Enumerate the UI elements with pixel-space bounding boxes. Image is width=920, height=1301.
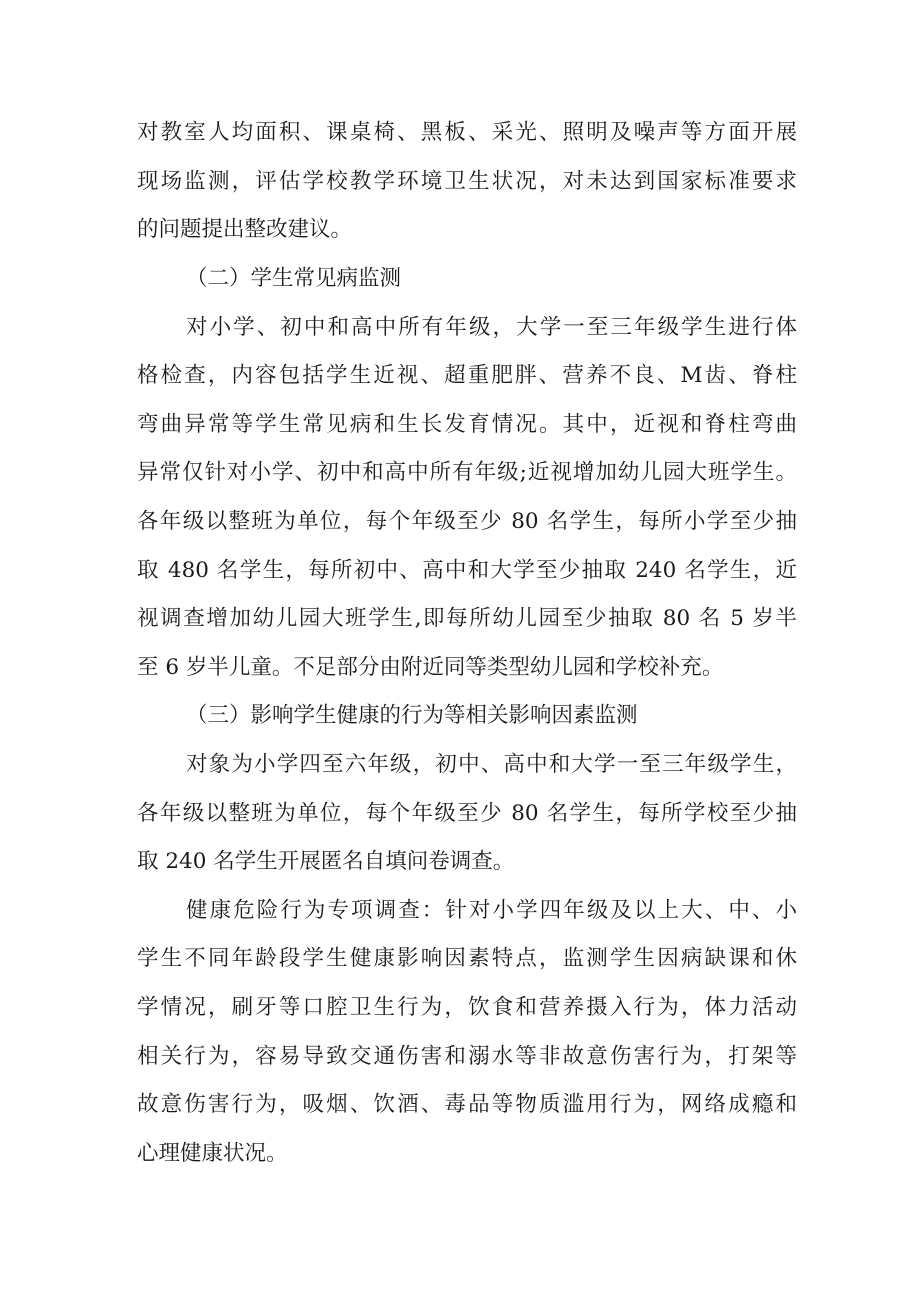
text-line-18: 学生不同年龄段学生健康影响因素特点，监测学生因病缺课和休 xyxy=(137,946,797,971)
text-line-5: 对小学、初中和高中所有年级，大学一至三年级学生进行体 xyxy=(186,315,797,340)
section-heading-2: （二）学生常见病监测 xyxy=(186,266,402,291)
text-line-2: 现场监测，评估学校教学环境卫生状况，对未达到国家标准要求 xyxy=(137,169,797,194)
text-line-7: 弯曲异常等学生常见病和生长发育情况。其中，近视和脊柱弯曲 xyxy=(137,412,797,437)
text-line-8: 异常仅针对小学、初中和高中所有年级;近视增加幼儿园大班学生。 xyxy=(137,460,797,485)
text-line-16: 取 240 名学生开展匿名自填问卷调查。 xyxy=(137,849,515,874)
text-line-22: 心理健康状况。 xyxy=(137,1141,288,1166)
text-line-20: 相关行为，容易导致交通伤害和溺水等非故意伤害行为，打架等 xyxy=(137,1044,797,1069)
text-line-21: 故意伤害行为，吸烟、饮酒、毒品等物质滥用行为，网络成瘾和 xyxy=(137,1092,797,1117)
text-line-17: 健康危险行为专项调查：针对小学四年级及以上大、中、小 xyxy=(186,898,797,923)
text-line-15: 各年级以整班为单位，每个年级至少 80 名学生，每所学校至少抽 xyxy=(137,801,797,826)
text-line-9: 各年级以整班为单位，每个年级至少 80 名学生，每所小学至少抽 xyxy=(137,509,797,534)
text-line-19: 学情况，刷牙等口腔卫生行为，饮食和营养摄入行为，体力活动 xyxy=(137,995,797,1020)
text-line-1: 对教室人均面积、课桌椅、黑板、采光、照明及噪声等方面开展 xyxy=(137,120,797,145)
text-line-6: 格检查，内容包括学生近视、超重肥胖、营养不良、M齿、脊柱 xyxy=(137,363,797,388)
text-line-3: 的问题提出整改建议。 xyxy=(137,217,353,242)
text-line-10: 取 480 名学生，每所初中、高中和大学至少抽取 240 名学生，近 xyxy=(137,558,797,583)
text-line-14: 对象为小学四至六年级，初中、高中和大学一至三年级学生， xyxy=(186,752,797,777)
text-line-11: 视调查增加幼儿园大班学生,即每所幼儿园至少抽取 80 名 5 岁半 xyxy=(137,606,797,631)
section-heading-3: （三）影响学生健康的行为等相关影响因素监测 xyxy=(186,703,638,728)
text-line-12: 至 6 岁半儿童。不足部分由附近同等类型幼儿园和学校补充。 xyxy=(137,655,724,680)
